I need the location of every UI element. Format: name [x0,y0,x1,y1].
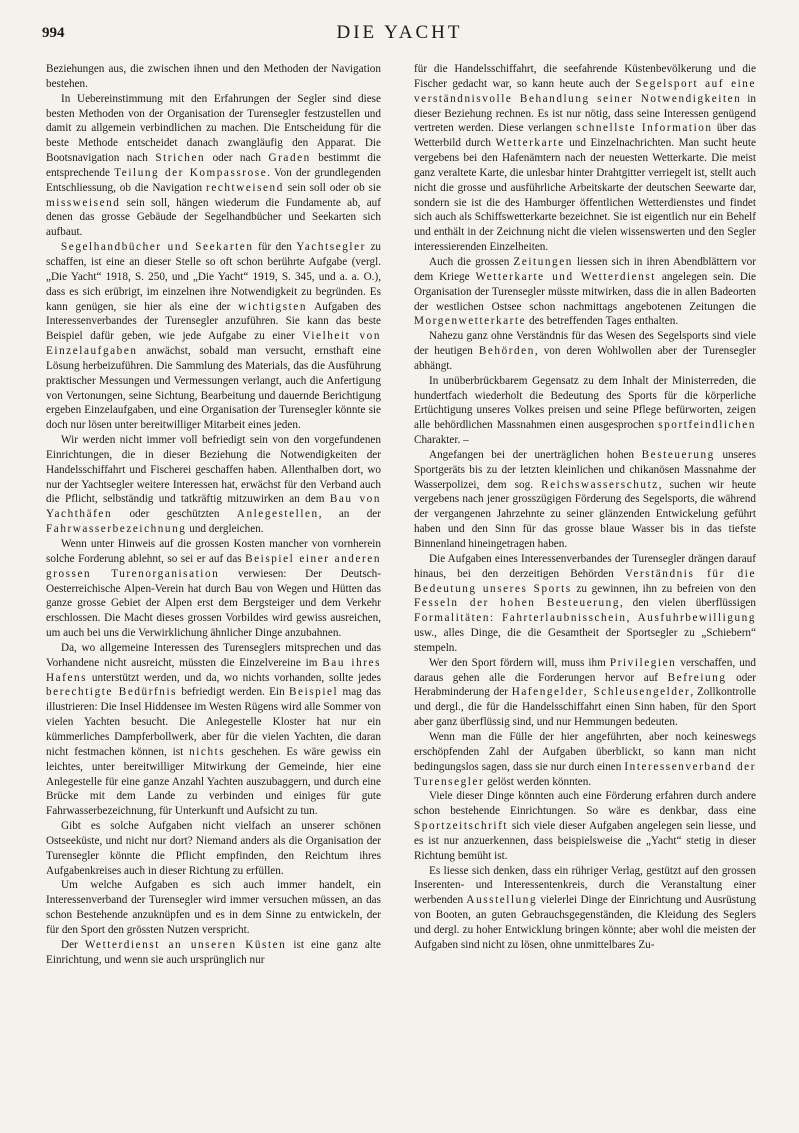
body-text: über das Wetterbild durch [414,122,756,150]
body-text: verwiesen: Der Deutsch-Oesterreichische Alpen-Verein hat durch Bau von Wegen und Hütten das ganze grosse Gebiet der Alpen erst dem Bergsteiger und dem Verkehr erschlossen. Die Macht dieses grossen Vorbildes wird gewiss ausreichen, um auch bei uns die Verwirklichung ähnlicher Dinge anzubahnen. [46,567,381,640]
spaced-emphasis-text: Formalitäten: Fahrterlaubnisschein, Ausfuhrbewilligung [414,612,756,625]
page-number: 994 [42,25,65,41]
paragraph [46,92,381,240]
body-text: für den [253,241,297,254]
body-text: und Einzelnachrichten. Man sucht heute vergebens bei den Hafenämtern nach der neuesten Wetterkarte. Die meist ganz veraltete Karte, die unlesbar hinter Drahtgitter verriegelt ist, stellt auch nicht die grosse und ausführliche Arbeitskarte der deutschen Seewarte dar, sondern sie ist die des Hamburger öffentlichen Wetterdienstes und findet sich auch als Schiffswetterkarte bezeichnet. Sie ist eigentlich nur ein Behelf und enthält in der Zeichnung nicht die vielen wissenswerten und den Segler interessierenden Einzelheiten. [414,137,756,254]
body-text: liessen sich in ihren Abendblättern vor dem Kriege [414,255,756,283]
spaced-emphasis-text: Segelhandbücher und Seekarten [61,241,254,254]
paragraph [46,878,381,937]
text-column-right [414,62,756,1117]
body-text: Auch die grossen [429,255,514,268]
spaced-emphasis-text: Beispiel einer anderen grossen Turenorganisation [46,552,381,580]
body-text: zu schaffen, ist eine an dieser Stelle so oft schon berührte Aufgabe (vergl. „Die Yacht“ 1918, S. 250, und „Die Yacht“ 1919, S. 345, und a. a. O.), dass es sich erübrigt, im einzelnen ihre Notwendigkeit zu begründen. Es kann genügen, sie hier als eine der [46,241,381,313]
body-text: unterstützt werden, und da, wo nichts vorhanden, sollte jedes [87,671,381,684]
body-text: unseres Sportgeräts bis zu der letzten kleinlichen und chikanösen Massnahme der Wasserpolizei, dem sog. [414,448,756,491]
body-text: oder geschützten [112,508,237,521]
paragraph [414,552,756,656]
running-head: DIE YACHT [336,22,463,43]
body-text: In Uebereinstimmung mit den Erfahrungen der Segler sind diese besten Methoden von der Organisation der Turensegler festzustellen und damit zu allgemein verbindlichen zu machen. Die Entscheidung für die beste Methode entscheidet danach zwangläufig den Apparat. Die Bootsnavigation nach [46,92,381,165]
spaced-emphasis-text: Segelsport auf eine verständnisvolle Behandlung seiner Notwendigkeiten [414,77,756,105]
spaced-emphasis-text: Morgenwetterkarte [414,315,527,328]
body-text: Wer den Sport fördern will, muss ihm [429,656,610,669]
body-text: Beziehungen aus, die zwischen ihnen und den Methoden der Navigation bestehen. [46,63,381,90]
body-text: Wenn unter Hinweis auf die grossen Kosten mancher von vornherein solche Forderung ablehnt, so sei er auf das [46,538,381,565]
spaced-emphasis-text: Sportzeitschrift [414,820,509,833]
body-text: sein soll, hängen wiederum die Fundamente ab, auf denen das grosse Gebäude der Segelhandbücher und Seekarten sich aufbaut. [46,196,381,239]
body-text: zu gewinnen, ihn zu befreien von den [571,582,756,595]
body-text: Da, wo allgemeine Interessen des Turenseglers mitsprechen und das Vorhandene nicht ausreicht, müssten die Einzelvereine im [46,641,381,669]
spaced-emphasis-text: Reichswasserschutz [541,478,659,491]
spaced-emphasis-text: Bau ihres Hafens [46,656,381,684]
body-text: , von deren Wohlwollen aber der Turensegler abhängt. [414,345,756,372]
spaced-emphasis-text: Strichen [155,152,206,165]
body-text: vielerlei Dinge der Einrichtung und Ausrüstung von Booten, an guten Gebrauchsgegenständen, die Kleidung des Seglers und dergl. zu hoher Entwicklung bringen könnte; aber wohl die meisten der Aufgaben sind nicht zu lösen, ohne unmittelbares Zu- [414,894,756,951]
spaced-emphasis-text: Teilung der Kompassrose [114,166,268,179]
body-text: , Zollkontrolle und dergl., die für die Handelsschiffahrt einen Sinn haben, für den Sport aber ganz überflüssig sind, und nur Hemmungen bedeuten. [414,686,756,729]
spaced-emphasis-text: Fesseln der hohen Besteuerung [414,597,621,610]
body-text: gelöst werden könnten. [484,775,592,788]
paragraph [46,433,381,537]
spaced-emphasis-text: Anlegestellen [236,508,319,521]
body-text: Die Aufgaben eines Interessenverbandes der Turensegler drängen darauf hinaus, bei den derzeitigen Behörden [414,552,756,580]
spaced-emphasis-text: Bau von Yachthäfen [46,493,381,521]
body-text: und dergleichen. [186,523,264,536]
spaced-emphasis-text: berechtigte Bedürfnis [46,686,178,699]
spaced-emphasis-text: Fahrwasserbezeichnung [46,523,187,536]
body-text: , suchen wir heute vergebens nach jener grosszügigen Förderung des Segelsports, die während der vergangenen Jahrzehnte zu seiner glänzenden Entwickelung geführt haben und den Sinn für das grosse blaue Wasser bis in das tiefste Binnenland hineingetragen haben. [414,478,756,550]
body-text: Charakter. – [414,434,469,447]
paragraph [46,641,381,819]
paragraph [414,789,756,863]
body-text: des betreffenden Tages enthalten. [526,315,679,328]
body-text: oder Herabminderung der [414,671,756,699]
body-text: Aufgaben des Interessenverbandes der Turensegler anzuführen. Sie kann das beste Beispiel dafür geben, wie jede Aufgabe zu einer [46,300,381,343]
spaced-emphasis-text: Vielheit von Einzelaufgaben [46,330,381,358]
spaced-emphasis-text: Wetterkarte und Wetterdienst [475,270,656,283]
spaced-emphasis-text: missweisend [46,196,121,209]
body-text: befriedigt werden. Ein [177,686,289,699]
spaced-emphasis-text: Wetterdienst an unseren Küsten [84,938,287,951]
spaced-emphasis-text: Verständnis für die Bedeutung unseres Sports [414,567,756,595]
paragraph [414,864,756,953]
spaced-emphasis-text: Graden [268,152,311,165]
paragraph [414,255,756,329]
spaced-emphasis-text: nichts [189,745,226,758]
body-text: Der [61,938,85,951]
body-text: verschaffen, und daraus gehen alle die Forderungen hervor auf [414,656,756,684]
spaced-emphasis-text: Ausstellung [466,894,538,907]
spaced-emphasis-text: Besteuerung [641,448,715,461]
spaced-emphasis-text: schnellste Information [576,122,713,135]
body-text: , an der [318,508,381,521]
body-text: ist eine ganz alte Einrichtung, und wenn sie auch ursprünglich nur [46,938,381,966]
body-text: usw., alles Dinge, die die Gesamtheit der Sportsegler zu „Schiebern“ stempeln. [414,627,756,654]
paragraph [46,62,381,92]
body-text: In unüberbrückbarem Gegensatz zu dem Inhalt der Ministerreden, die hundertfach wiederholt die Bedeutung des Sports für die körperliche Ertüchtigung unseres Volkes preisen und seine Pflege befürworten, zeigen alle behördlichen Massnahmen einen ausgesprochen [414,374,756,432]
body-text: anwächst, sobald man versucht, ernsthaft eine Lösung herbeizuführen. Die Sammlung des Materials, das die Ausführung praktischer Messungen und Vermessungen verlangt, auch die Anfertigung von Vertonungen, seine Sichtung, Bearbeitung und dauernde Berichtigung ergeben Einzelaufgaben, und eine Organisation der Turensegler könnte sie doch nur lösen unter bereitwilliger Mitarbeit eines jeden. [46,345,381,432]
body-text: , den vielen überflüssigen [620,597,756,610]
spaced-emphasis-text: sportfeindlichen [658,419,756,432]
spaced-emphasis-text: Befreiung [667,671,727,684]
spaced-emphasis-text: Yachtsegler [296,241,366,254]
spaced-emphasis-text: wichtigsten [238,300,307,313]
body-text: Gibt es solche Aufgaben nicht vielfach an unserer schönen Ostseeküste, und nicht nur dort? Niemand anders als die Organisation der Turensegler könnte die Pflicht empfinden, den Reichtum ihres Aufgabenkreises auch in dieser Richtung zu erfüllen. [46,820,381,877]
body-text: für die Handelsschiffahrt, die seefahrende Küstenbevölkerung und die Fischer gedacht war, so kann heute auch der [414,63,756,90]
body-text: Nahezu ganz ohne Verständnis für das Wesen des Segelsports sind viele der heutigen [414,330,756,358]
paragraph [46,938,381,968]
paragraph [414,62,756,255]
paragraph [46,537,381,641]
body-text: angelegen sein. Die Organisation der Turensegler müsste mitwirken, dass die in allen Badeorten der westlichen Ostsee schon nachmittags angebotenen Zeitungen die [414,270,756,313]
spaced-emphasis-text: Wetterkarte [495,137,565,150]
body-text: Um welche Aufgaben es sich auch immer handelt, ein Interessenverband der Turensegler wird immer versuchen müssen, an das schon Bestehende anzuknüpfen und es in dem Sinne zu entwickeln, der für den Sport den grössten Nutzen verspricht. [46,879,381,936]
spaced-emphasis-text: Behörden [478,345,535,358]
paragraph [414,329,756,374]
paragraph [414,656,756,730]
body-text: . Von der grundlegenden Entschliessung, ob die Navigation [46,166,381,194]
text-column-left [46,62,381,1117]
spaced-emphasis-text: Zeitungen [513,255,573,268]
paragraph [414,448,756,552]
spaced-emphasis-text: Interessenverband der Turensegler [414,760,756,788]
paragraph [414,730,756,789]
spaced-emphasis-text: rechtweisend [206,181,284,194]
body-text: sich viele dieser Aufgaben angelegen sein liesse, und es ist nur anzuerkennen, dass beispielsweise die „Yacht“ stetig in dieser Richtung bemüht ist. [414,820,756,862]
body-text: Es liesse sich denken, dass ein rühriger Verlag, gestützt auf den grossen Inserenten- und Interessentenkreis, durch die Veranstaltung einer werbenden [414,864,756,907]
body-text: in dieser Beziehung rechnen. Es ist nur nötig, dass seine Interessen genügend vertreten werden. Diese verlangen [414,92,756,135]
paragraph [414,374,756,448]
body-text: Wir werden nicht immer voll befriedigt sein von den vorgefundenen Einrichtungen, die in dieser Beziehung die Notwendigkeiten der Handelsschiffahrt und Fischerei geschaffen haben. Allenthalben dort, wo nur der Yachtsegler weitere Interessen hat, erwächst für den Verband auch die Pflicht, selbständig und tatkräftig mitzuwirken an dem [46,434,381,506]
body-text: oder nach [205,152,269,165]
body-text: sein soll oder ob sie [283,181,381,194]
body-text: Wenn man die Fülle der hier angeführten, aber noch keineswegs erschöpfenden Zahl der Aufgaben überblickt, so kann man nicht bedingungslos sagen, dass sie nur durch einen [414,730,756,773]
body-text: geschehen. Es wäre gewiss ein leichtes, unter bereitwilliger Mitwirkung der Gemeinde, hier eine Anlegestelle für eine ganze Anzahl Yachten auszubaggern, und durch eine Brücke mit dem Lande zu verbinden und einiges für gute Fahrwasserbezeichnung, für Unterkunft und Aufsicht zu tun. [46,745,381,818]
body-text: mag das illustrieren: Die Insel Hiddensee im Westen Rügens wird alle Sommer von vielen Yachten besucht. Die Anlegestelle Kloster hat nur ein kümmerliches Dampferbollwerk, aber für die vielen Yachten, die daran nicht festmachen können, ist [46,686,381,758]
spaced-emphasis-text: Hafengelder, Schleusengelder [511,686,691,699]
body-text: Angefangen bei der unerträglichen hohen [429,448,642,461]
spaced-emphasis-text: Privilegien [609,656,677,669]
paragraph [46,240,381,433]
body-text: Viele dieser Dinge könnten auch eine Förderung erfahren durch andere schon bestehende Einrichtungen. So wäre es denkbar, dass eine [414,790,756,818]
paragraph [46,819,381,878]
body-text: bestimmt die entsprechende [46,152,381,179]
spaced-emphasis-text: Beispiel [289,686,339,699]
